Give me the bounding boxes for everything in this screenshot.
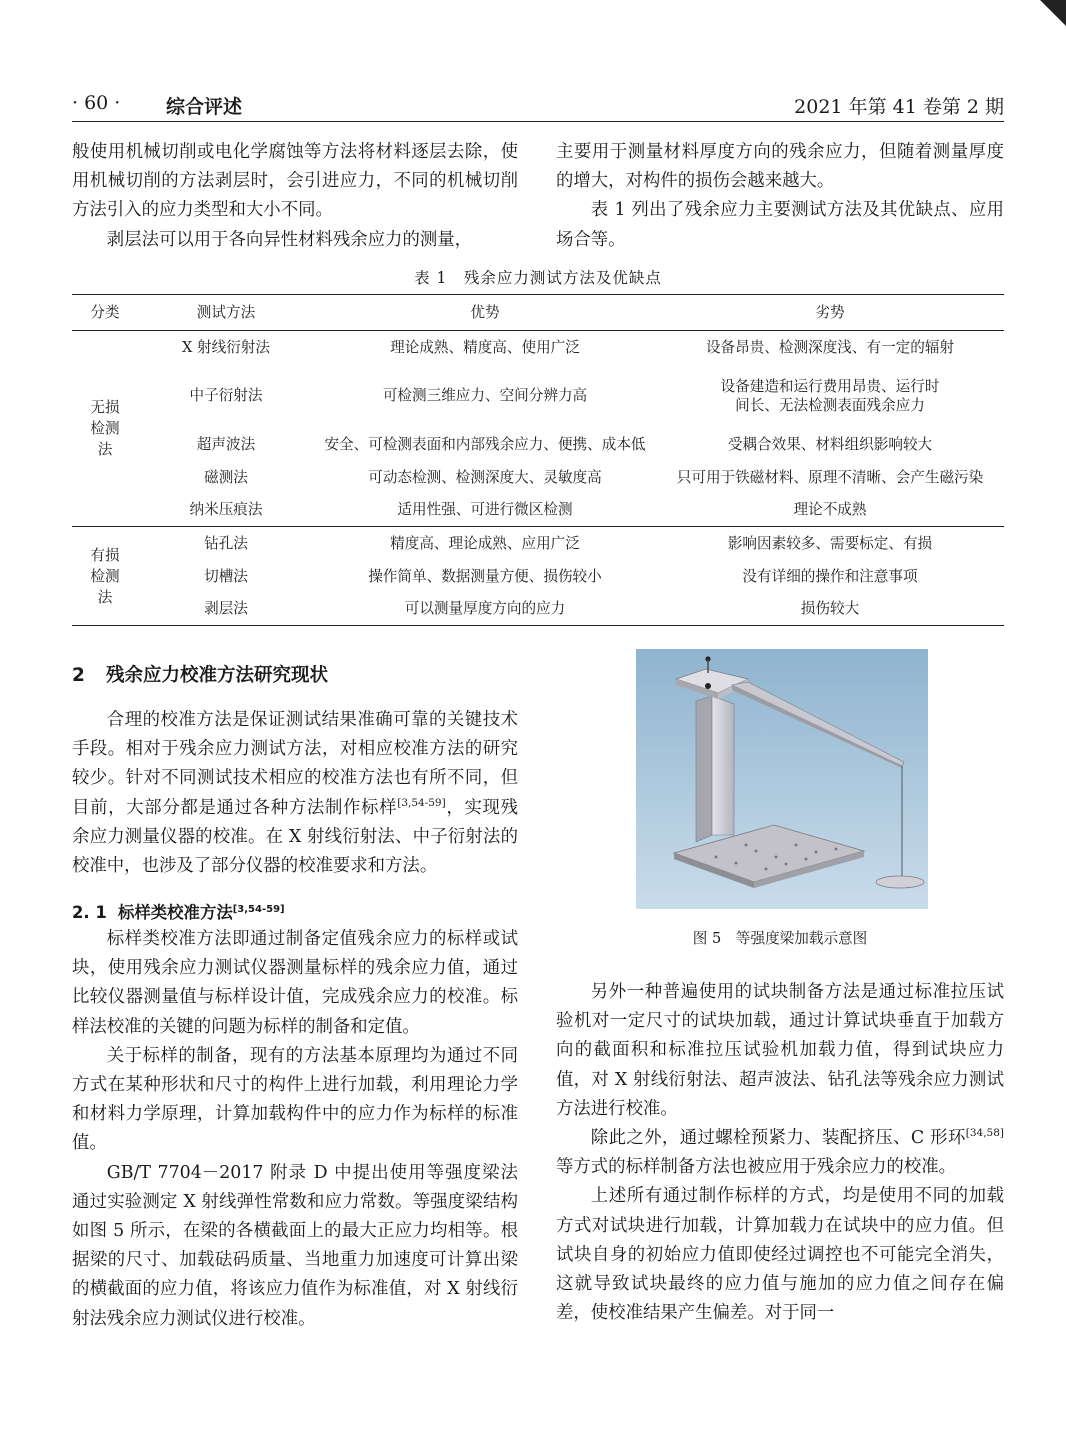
table-header-row xyxy=(72,295,1004,331)
equal-strength-beam-figure xyxy=(636,649,928,909)
method-cell: 纳米压痕法 xyxy=(138,494,314,527)
left-column-body xyxy=(72,925,518,1334)
advantages-cell: 理论成熟、精度高、使用广泛 xyxy=(390,338,580,356)
paragraph-text: 等方式的标样制备方法也被应用于残余应力的校准。 xyxy=(556,1157,956,1178)
header-advantages: 优势 xyxy=(314,295,656,331)
method-cell: 磁测法 xyxy=(204,468,248,486)
method-cell: 剥层法 xyxy=(138,593,314,626)
advantages-cell: 适用性强、可进行微区检测 xyxy=(314,494,656,527)
header-rule xyxy=(72,121,1004,122)
disadvantages-cell: 设备建造和运行费用昂贵、运行时间长、无法检测表面残余应力 xyxy=(720,377,940,414)
advantages-cell: 可检测三维应力、空间分辨力高 xyxy=(382,387,588,404)
citation: [3,54-59] xyxy=(232,904,285,915)
screw-head xyxy=(705,683,711,689)
table-row xyxy=(72,331,1004,364)
table-row xyxy=(72,461,1004,494)
paragraph: 关于标样的制备，现有的方法基本原理均为通过不同方式在某种形状和尺寸的构件上进行加载，利用理论力学和材料力学原理，计算加载构件中的应力作为标样的标准值。 xyxy=(72,1045,518,1154)
subsection-heading xyxy=(72,899,285,923)
running-head xyxy=(72,92,1004,116)
column-side xyxy=(696,696,712,842)
paragraph: 主要用于测量材料厚度方向的残余应力，但随着测量厚度的增大，对构件的损伤会越来越大。 xyxy=(556,142,1004,192)
paragraph: 般使用机械切削或电化学腐蚀等方法将材料逐层去除，使用机械切削的方法剥层时，会引进应力，不同的机械切削方法引入的应力类型和大小不同。 xyxy=(72,142,518,221)
table-row xyxy=(72,364,1004,428)
header-method: 测试方法 xyxy=(138,295,314,331)
disadvantages-cell: 受耦合效果、材料组织影响较大 xyxy=(727,435,933,453)
advantages-cell: 操作简单、数据测量方便、损伤较小 xyxy=(368,567,602,585)
page-number: · 60 · xyxy=(72,92,121,114)
figure-caption: 图 5 等强度梁加载示意图 xyxy=(692,930,868,947)
advantages-cell: 可动态检测、检测深度大、灵敏度高 xyxy=(368,468,602,486)
table-row xyxy=(72,560,1004,593)
weight-pan xyxy=(876,876,924,888)
section-heading xyxy=(72,661,328,687)
table-row xyxy=(72,593,1004,626)
paragraph: 剥层法可以用于各向异性材料残余应力的测量， xyxy=(106,229,473,250)
paragraph-text: 合理的校准方法是保证测试结果准确可靠的关键技术手段。相对于残余应力测试方法，对相应校准方法的研究较少。针对不同测试技术相应的校准方法也有所不同，但目前，大部分都是通过各种方法制作标样 xyxy=(72,710,518,818)
paragraph-text: ，实现残余应力测量仪器的校准。在 X 射线衍射法、中子衍射法的校准中，也涉及了部分仪器的校准要求和方法。 xyxy=(72,797,518,877)
disadvantages-cell: 损伤较大 xyxy=(656,593,1004,626)
journal-issue: 2021 年第 41 卷第 2 期 xyxy=(794,96,1004,118)
top-left-column xyxy=(72,138,518,255)
disadvantages-cell: 只可用于铁磁材料、原理不清晰、会产生磁污染 xyxy=(676,468,984,486)
paragraph: 上述所有通过制作标样的方式，均是使用不同的加载方式对试块进行加载，计算加载力在试块中的应力值。但试块自身的初始应力值即使经过调控也不可能完全消失，这就导致试块最终的应力值与施加的应力值之间存在偏差，使校准结果产生偏差。对于同一 xyxy=(556,1186,1004,1324)
disadvantages-cell: 影响因素较多、需要标定、有损 xyxy=(727,534,933,552)
category-cell xyxy=(72,527,138,626)
table-row xyxy=(72,494,1004,527)
disadvantages-cell: 理论不成熟 xyxy=(656,494,1004,527)
advantages-cell: 精度高、理论成熟、应用广泛 xyxy=(390,534,580,552)
paragraph: 标样类校准方法即通过制备定值残余应力的标样或试块，使用残余应力测试仪器测量标样的残余应力值，通过比较仪器测量值与标样设计值，完成残余应力的校准。标样法校准的关键的问题为标样的制备和定值。 xyxy=(72,929,518,1037)
paragraph xyxy=(556,1124,1004,1182)
section-intro xyxy=(72,706,518,881)
table-row xyxy=(72,428,1004,461)
paragraph: 另外一种普遍使用的试块制备方法是通过标准拉压试验机对一定尺寸的试块加载，通过计算试块垂直于加载方向的截面积和标准拉压试验机加载力值，得到试块应力值，对 X 射线衍射法、超声波法、钻孔法等残余应力测试方法进行校准。 xyxy=(556,982,1004,1119)
disadvantages-cell: 设备昂贵、检测深度浅、有一定的辐射 xyxy=(705,338,955,356)
section-number: 2 xyxy=(72,665,85,686)
subsection-number: 2. 1 xyxy=(72,903,107,922)
method-cell: 钻孔法 xyxy=(204,534,248,552)
category-label: 无损检测法 xyxy=(90,399,120,458)
disadvantages-cell: 没有详细的操作和注意事项 xyxy=(742,567,918,585)
subsection-title: 标样类校准方法 xyxy=(118,903,233,922)
method-cell: 切槽法 xyxy=(204,567,248,585)
method-cell: 超声波法 xyxy=(196,435,256,453)
header-disadvantages: 劣势 xyxy=(656,295,1004,331)
citation: [34,58] xyxy=(965,1127,1004,1140)
method-cell: X 射线衍射法 xyxy=(182,338,270,356)
residual-stress-methods-table xyxy=(72,294,1004,626)
section-title: 残余应力校准方法研究现状 xyxy=(106,665,329,686)
paragraph-text: 除此之外，通过螺栓预紧力、装配挤压、C 形环 xyxy=(590,1128,966,1149)
advantages-cell: 可以测量厚度方向的应力 xyxy=(314,593,656,626)
right-column-body xyxy=(556,978,1004,1328)
paragraph: 表 1 列出了残余应力主要测试方法及其优缺点、应用场合等。 xyxy=(556,200,1004,250)
advantages-cell: 安全、可检测表面和内部残余应力、便携、成本低 xyxy=(324,435,646,453)
paragraph: GB/T 7704－2017 附录 D 中提出使用等强度梁法通过实验测定 X 射线弹性常数和应力常数。等强度梁结构如图 5 所示，在梁的各横截面上的最大正应力均相等。根据梁的尺寸、加载砝码质量、当地重力加速度可计算出梁的横截面的应力值，将该应力值作为标准值，对 X 射线衍射法残余应力测试仪进行校准。 xyxy=(72,1162,518,1329)
category-cell xyxy=(72,331,138,527)
table-caption: 表 1 残余应力测试方法及优缺点 xyxy=(414,269,662,287)
category-label: 有损检测法 xyxy=(90,546,120,606)
paragraph xyxy=(72,706,518,881)
header-category: 分类 xyxy=(72,295,138,331)
column-front xyxy=(712,696,734,835)
method-cell: 中子衍射法 xyxy=(189,387,263,404)
top-right-column xyxy=(556,138,1004,255)
page-corner-mark xyxy=(1040,0,1066,26)
citation: [3,54-59] xyxy=(397,796,446,809)
table-row xyxy=(72,527,1004,560)
section-label: 综合评述 xyxy=(166,96,243,118)
